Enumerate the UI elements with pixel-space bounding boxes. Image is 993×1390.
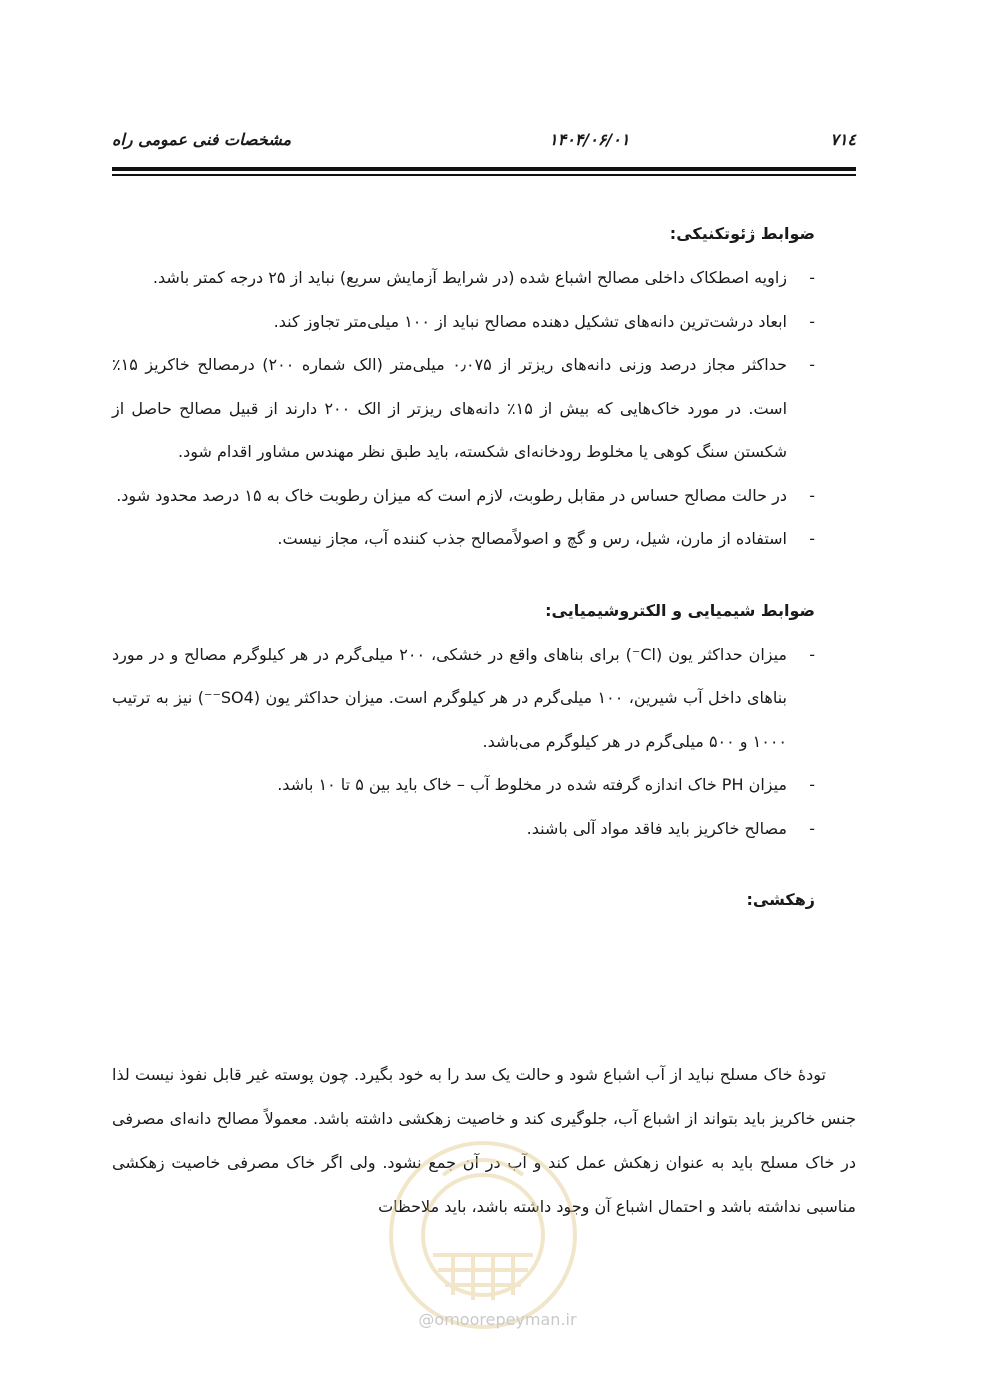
document-title: مشخصات فنی عمومی راه — [112, 130, 292, 149]
page-number: ۷۱٤ — [830, 130, 856, 149]
drainage-paragraph: تودهٔ خاک مسلح نباید از آب اشباع شود و حالت یک سد را به خود بگیرد. چون پوسته غیر قابل نفوذ نیست لذا جنس خاکریز باید بتواند از اشباع آب، جلوگیری کند و خاصیت زهکشی داشته باشد. معمولاً مصالح دانه‌ای مصرفی در خاک مسلح باید به عنوان زهکش عمل کند و آب در آن جمع نشود. ولی اگر خاک مصرفی خاصیت زهکشی مناسبی نداشته باشد و احتمال اشباع آن وجود داشته باشد، باید ملاحظات — [112, 1065, 856, 1216]
list-item: - میزان حداکثر یون (Cl⁻) برای بناهای واقع در خشکی، ۲۰۰ میلی‌گرم در هر کیلوگرم مصالح و در مورد بناهای داخل آب شیرین، ۱۰۰ میلی‌گرم در هر کیلوگرم است. میزان حداکثر یون (SO4⁻⁻) نیز به ترتیب ۱۰۰۰ و ۵۰۰ میلی‌گرم در هر کیلوگرم می‌باشد. — [112, 633, 815, 764]
list-item: - زاویه اصطکاک داخلی مصالح اشباع شده (در شرایط آزمایش سریع) نباید از ۲۵ درجه کمتر باشد. — [112, 256, 815, 300]
list-item: - مصالح خاکریز باید فاقد مواد آلی باشند. — [112, 807, 815, 851]
list-item: - میزان PH خاک اندازه گرفته شده در مخلوط آب – خاک باید بین ۵ تا ۱۰ باشد. — [112, 763, 815, 807]
chemical-heading: ضوابط شیمیایی و الکتروشیمیایی: — [545, 600, 815, 620]
watermark-text: @omoorepeyman.ir — [418, 1310, 577, 1329]
document-date: ۱۴۰۴/۰۶/۰۱ — [549, 130, 630, 149]
list-item: - در حالت مصالح حساس در مقابل رطوبت، لازم است که میزان رطوبت خاک به ۱۵ درصد محدود شود. — [112, 474, 815, 518]
list-item: - ابعاد درشت‌ترین دانه‌های تشکیل دهنده مصالح نباید از ۱۰۰ میلی‌متر تجاوز کند. — [112, 300, 815, 344]
list-item: - حداکثر مجاز درصد وزنی دانه‌های ریزتر از ۰٫۰۷۵ میلی‌متر (الک شماره ۲۰۰) درمصالح خاکریز ۱۵٪ است. در مورد خاک‌هایی که بیش از ۱۵٪ دانه‌های ریزتر از الک ۲۰۰ دارند از قبیل مصالح حاصل از شکستن سنگ کوهی یا مخلوط رودخانه‌ای شکسته، باید طبق نظر مهندس مشاور اقدام شود. — [112, 343, 815, 474]
geotech-list — [112, 256, 815, 561]
list-item: - استفاده از مارن، شیل، رس و گچ و اصولاً‌مصالح جذب کننده آب، مجاز نیست. — [112, 517, 815, 561]
page-content — [112, 212, 815, 922]
geotech-heading: ضوابط ژئوتکنیکی: — [669, 224, 815, 243]
chemical-list — [112, 633, 815, 851]
page-header — [112, 130, 856, 160]
header-rule-thick — [112, 167, 856, 171]
header-rule-thin — [112, 174, 856, 176]
drainage-heading: زهکشی: — [746, 890, 815, 909]
